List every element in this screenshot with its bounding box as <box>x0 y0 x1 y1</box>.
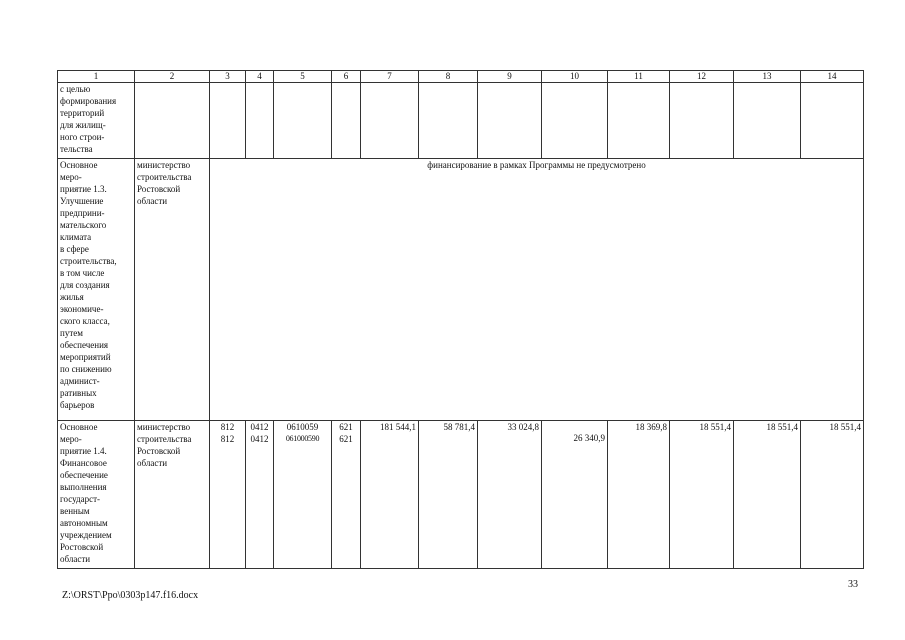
col-header-6: 6 <box>332 71 361 83</box>
row3-year-6: 18 551,4 <box>734 421 801 569</box>
col-header-10: 10 <box>542 71 608 83</box>
row3-year-7: 18 551,4 <box>801 421 864 569</box>
target-code-2: 061000590 <box>285 434 320 443</box>
row3-year-3: 26 340,9 <box>573 433 605 443</box>
col-header-5: 5 <box>274 71 332 83</box>
row3-name: Основное меро- приятие 1.4. Финансовое обеспечение выполнения государст- венным автономным учреждением Ростовской области <box>58 421 135 569</box>
type-code-2: 621 <box>339 434 353 444</box>
row3-year-5: 18 551,4 <box>670 421 734 569</box>
column-number-row <box>58 71 864 83</box>
no-financing-note: финансирование в рамках Программы не предусмотрено <box>210 159 864 421</box>
col-header-1: 1 <box>58 71 135 83</box>
col-header-11: 11 <box>608 71 670 83</box>
col-header-9: 9 <box>478 71 542 83</box>
col-header-12: 12 <box>670 71 734 83</box>
row3-year-3-cell <box>542 421 608 569</box>
footer-file-path: Z:\ORST\Ppo\0303p147.f16.docx <box>62 590 199 601</box>
table-row <box>58 159 864 421</box>
section-code-2: 0412 <box>250 434 269 444</box>
row3-target <box>274 421 332 569</box>
grbs-code-2: 812 <box>220 434 235 444</box>
row3-section <box>246 421 274 569</box>
col-header-4: 4 <box>246 71 274 83</box>
row3-grbs <box>210 421 246 569</box>
row1-name: с целью формирования территорий для жилищ- ного строи- тельства <box>58 83 135 159</box>
col-header-8: 8 <box>419 71 478 83</box>
col-header-13: 13 <box>734 71 801 83</box>
table-row <box>58 83 864 159</box>
col-header-7: 7 <box>361 71 419 83</box>
table-row <box>58 421 864 569</box>
section-code-1: 0412 <box>250 422 269 432</box>
type-code-1: 621 <box>339 422 353 432</box>
row3-year-4: 18 369,8 <box>608 421 670 569</box>
col-header-2: 2 <box>135 71 210 83</box>
row3-type <box>332 421 361 569</box>
budget-table <box>57 70 864 569</box>
row2-executor: министерство строительства Ростовской области <box>135 159 210 421</box>
col-header-3: 3 <box>210 71 246 83</box>
grbs-code-1: 812 <box>220 422 235 432</box>
row2-name: Основное меро- приятие 1.3. Улучшение предприни- мательского климата в сфере строительства, в том числе для создания жилья экономиче- ского класса, путем обеспечения мероприятий по снижению админист- ративных барьеров <box>58 159 135 421</box>
target-code-1: 0610059 <box>286 422 319 432</box>
page-number: 33 <box>848 579 858 590</box>
row3-executor: министерство строительства Ростовской области <box>135 421 210 569</box>
row3-year-1: 58 781,4 <box>419 421 478 569</box>
row3-year-2: 33 024,8 <box>478 421 542 569</box>
col-header-14: 14 <box>801 71 864 83</box>
row3-total: 181 544,1 <box>361 421 419 569</box>
